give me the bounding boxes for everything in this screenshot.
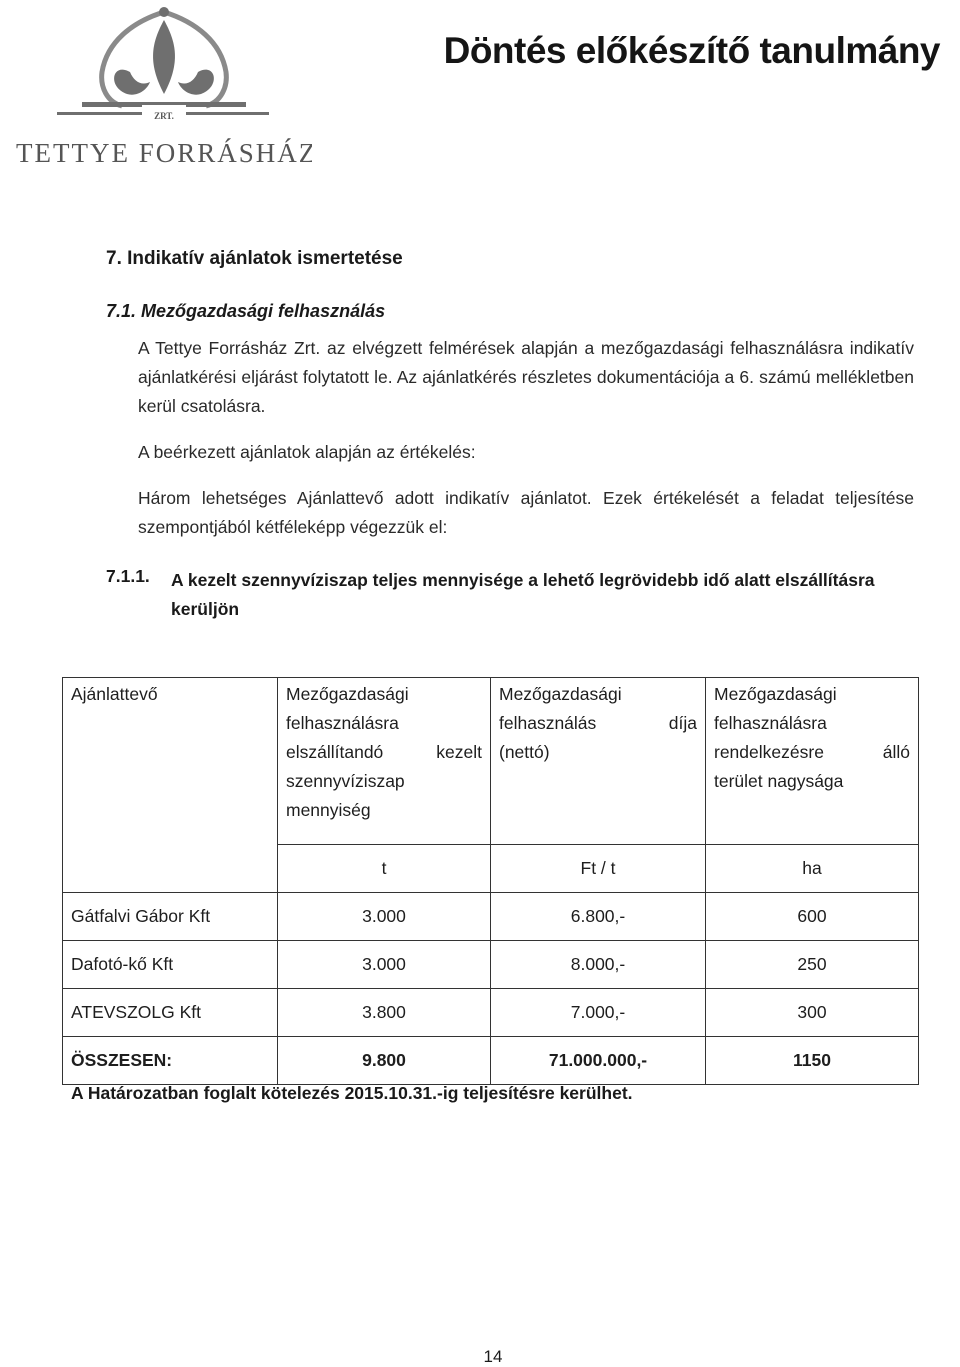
svg-text:TETTYE FORRÁSHÁZ: TETTYE FORRÁSHÁZ xyxy=(16,138,312,168)
unit-empty xyxy=(63,845,278,893)
area-value: 600 xyxy=(706,893,919,941)
paragraph-intro: A Tettye Forrásház Zrt. az elvégzett felmérések alapján a mezőgazdasági felhasználásra indikatív ajánlatkérési eljárást folytatott le. Az ajánlatkérés részletes dokumentációja a 6. számú mellékletben kerül csatolásra. xyxy=(138,338,914,416)
area-value: 300 xyxy=(706,989,919,1037)
section-heading: 7. Indikatív ajánlatok ismertetése xyxy=(106,248,403,269)
unit-amount: t xyxy=(278,845,491,893)
total-amount: 9.800 xyxy=(278,1037,491,1085)
amount-value: 3.000 xyxy=(278,893,491,941)
fee-value: 7.000,- xyxy=(491,989,706,1037)
table-total-row xyxy=(63,1037,919,1085)
subsubsection-number: 7.1.1. xyxy=(106,566,150,586)
table-row xyxy=(63,989,919,1037)
table-header-row xyxy=(63,678,919,845)
svg-text:ZRT.: ZRT. xyxy=(154,111,174,121)
deadline-note: A Határozatban foglalt kötelezés 2015.10.31.-ig teljesítésre kerülhet. xyxy=(71,1083,633,1103)
total-fee: 71.000.000,- xyxy=(491,1037,706,1085)
header-fee: Mezőgazdasági felhasználás díja (nettó) xyxy=(491,678,706,845)
page-number: 14 xyxy=(483,1347,503,1366)
fee-value: 6.800,- xyxy=(491,893,706,941)
document-title: Döntés előkészítő tanulmány xyxy=(443,30,940,71)
total-area: 1150 xyxy=(706,1037,919,1085)
subsection-heading: 7.1. Mezőgazdasági felhasználás xyxy=(106,301,386,321)
fee-value: 8.000,- xyxy=(491,941,706,989)
offers-table xyxy=(62,677,919,1085)
bidder-name: ATEVSZOLG Kft xyxy=(63,989,278,1037)
subsubsection-title: A kezelt szennyvíziszap teljes mennyisége a lehető legrövidebb idő alatt elszállításra kerüljön xyxy=(171,570,875,619)
bidder-name: Dafotó-kő Kft xyxy=(63,941,278,989)
unit-fee: Ft / t xyxy=(491,845,706,893)
logo-emblem-icon xyxy=(12,2,312,172)
company-logo xyxy=(12,2,312,172)
total-label: ÖSSZESEN: xyxy=(63,1037,278,1085)
table-row xyxy=(63,941,919,989)
amount-value: 3.000 xyxy=(278,941,491,989)
header-area: Mezőgazdasági felhasználásra rendelkezésre álló terület nagysága xyxy=(706,678,919,845)
table-row xyxy=(63,893,919,941)
paragraph-evaluation: A beérkezett ajánlatok alapján az értékelés: xyxy=(138,442,476,462)
area-value: 250 xyxy=(706,941,919,989)
header-bidder: Ajánlattevő xyxy=(63,678,278,845)
unit-area: ha xyxy=(706,845,919,893)
amount-value: 3.800 xyxy=(278,989,491,1037)
header-amount: Mezőgazdasági felhasználásra elszállítandó kezelt szennyvíziszap mennyiség xyxy=(278,678,491,845)
paragraph-offers: Három lehetséges Ajánlattevő adott indikatív ajánlatot. Ezek értékelését a feladat teljesítése szempontjából kétféleképp végezzük el: xyxy=(138,488,914,537)
bidder-name: Gátfalvi Gábor Kft xyxy=(63,893,278,941)
table-units-row xyxy=(63,845,919,893)
